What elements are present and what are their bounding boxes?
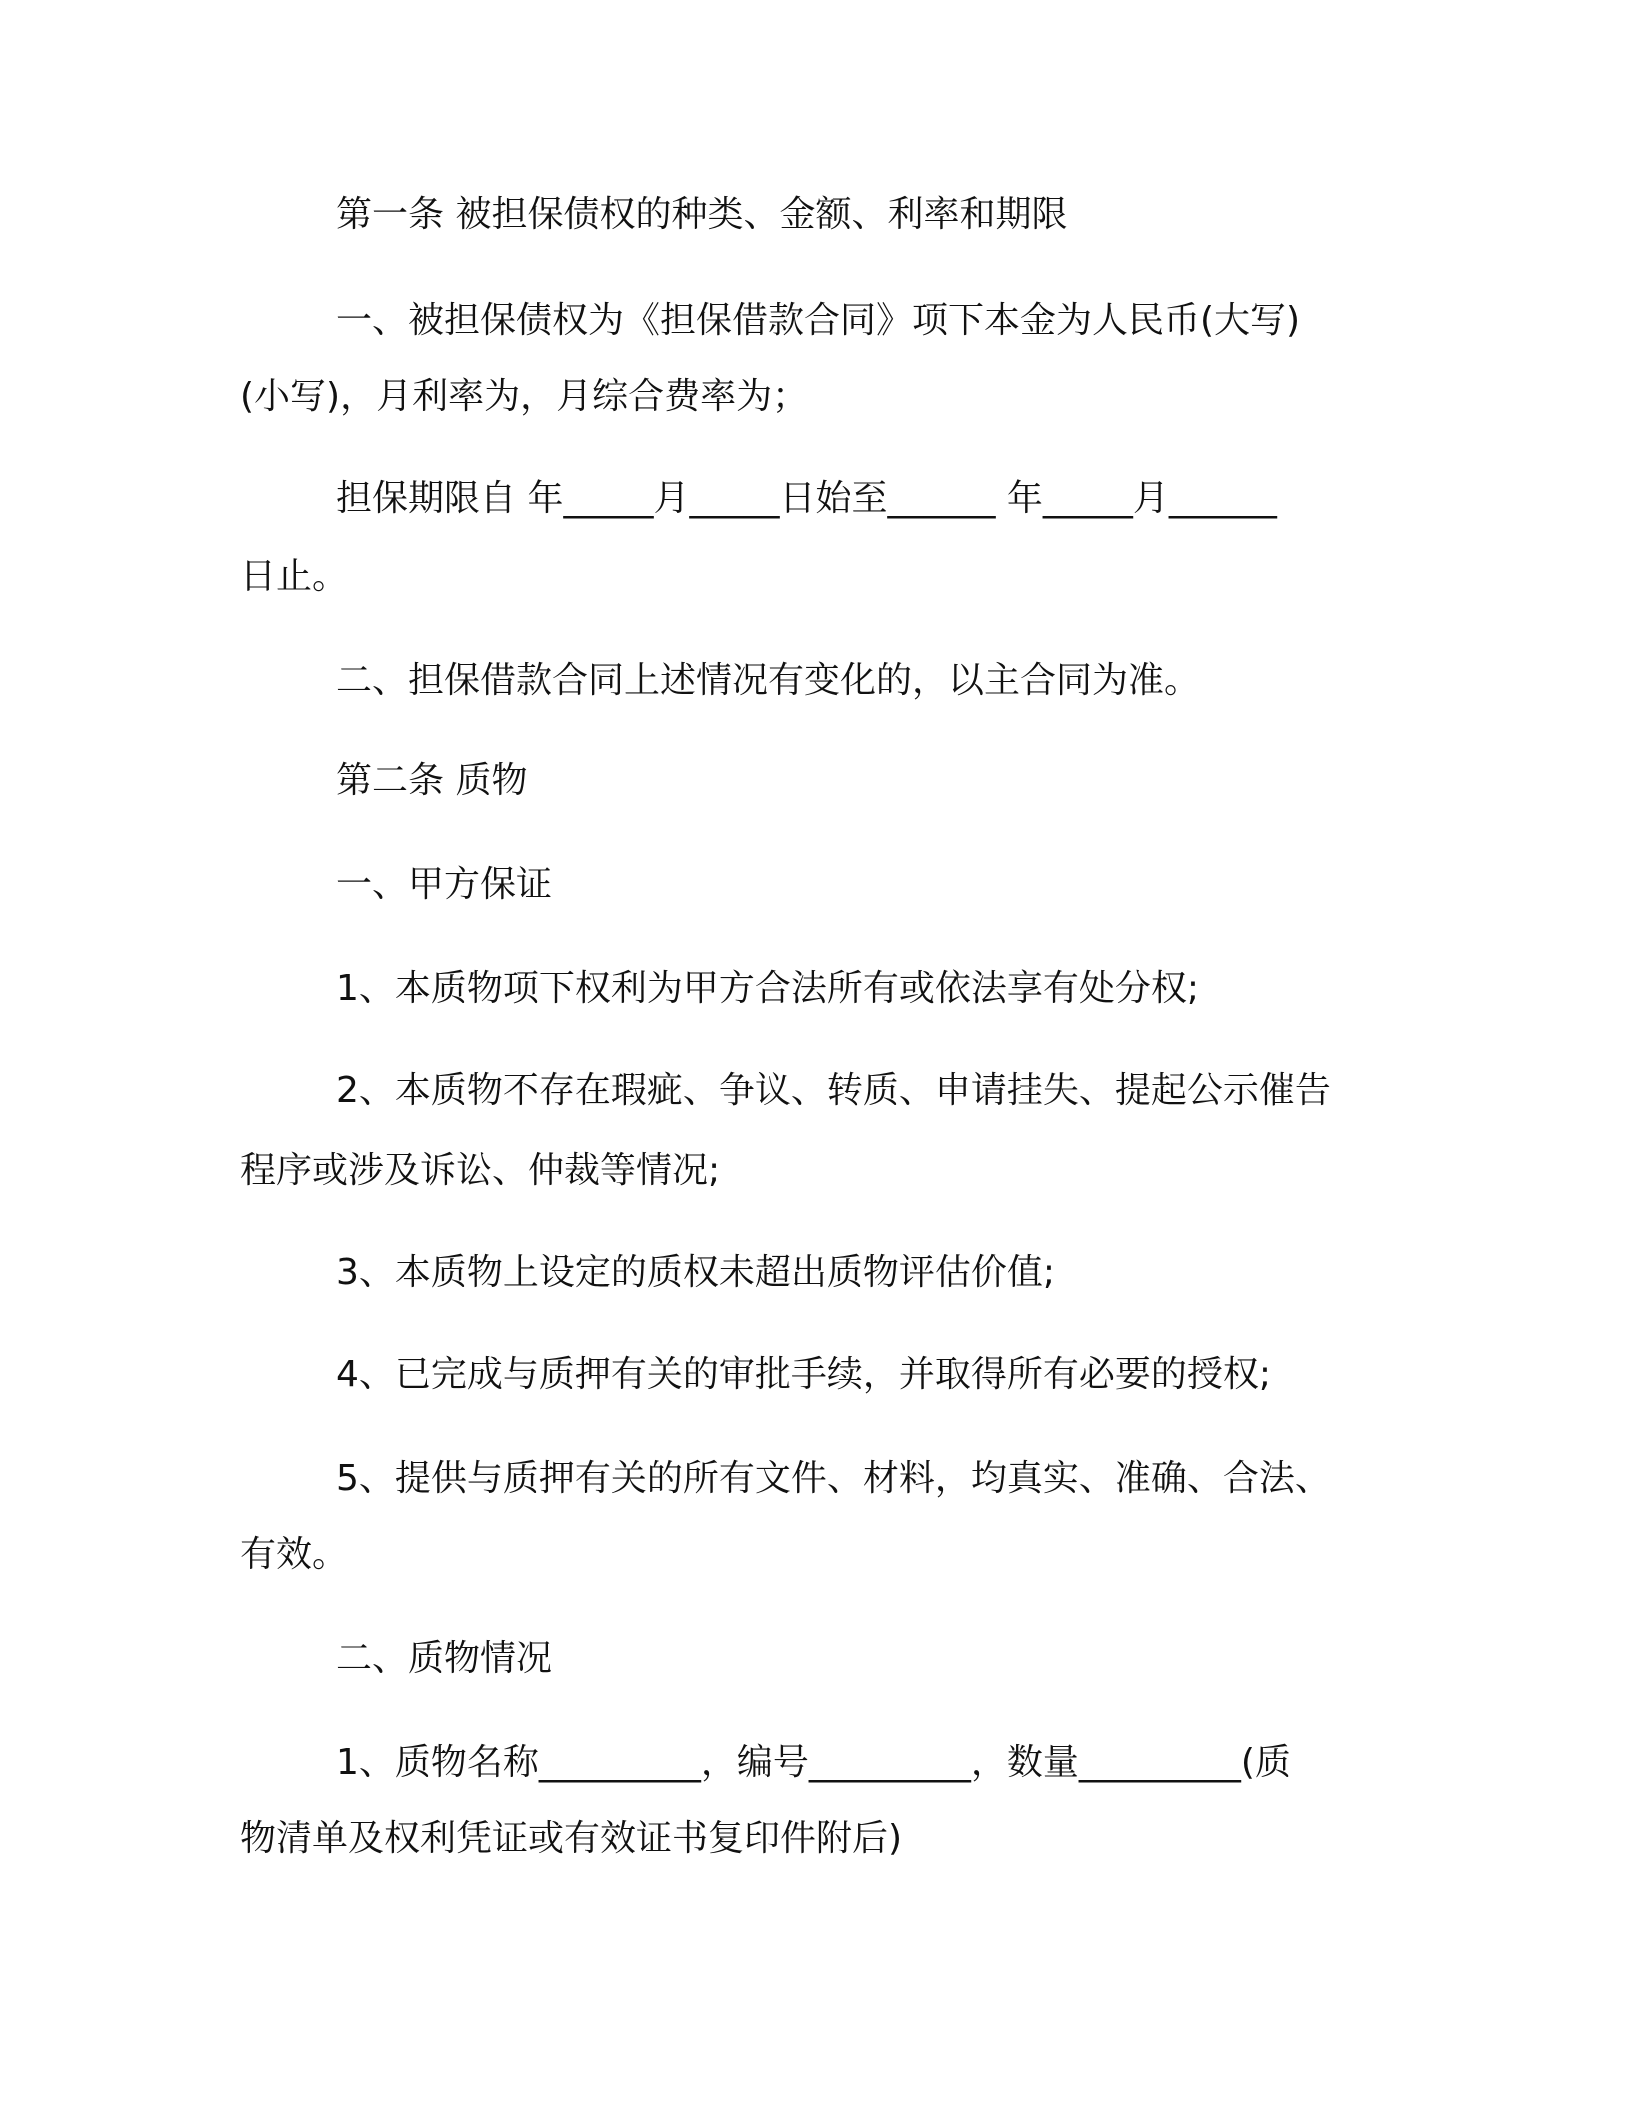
article-1-title: 第一条 被担保债权的种类、金额、利率和期限	[336, 194, 1068, 235]
article-1-paragraph-2: 二、担保借款合同上述情况有变化的，以主合同为准。	[336, 660, 1201, 701]
article-2-section-1-item-5-line-1: 5、提供与质押有关的所有文件、材料，均真实、准确、合法、	[336, 1458, 1331, 1499]
article-2-title: 第二条 质物	[336, 760, 528, 801]
article-2-section-1-item-1: 1、本质物项下权利为甲方合法所有或依法享有处分权;	[336, 968, 1200, 1009]
article-2-section-1-item-2-line-2: 程序或涉及诉讼、仲裁等情况;	[240, 1150, 721, 1191]
article-2-section-1-item-3: 3、本质物上设定的质权未超出质物评估价值;	[336, 1252, 1056, 1293]
article-1-paragraph-1-line-2: (小写)，月利率为，月综合费率为；	[240, 376, 809, 417]
article-1-term-line-2: 日止。	[240, 556, 349, 597]
article-2-section-2-heading: 二、质物情况	[336, 1638, 553, 1679]
article-1-term-line-1: 担保期限自 年_____月_____日始至______ 年_____月______	[336, 478, 1277, 519]
article-2-section-2-item-1-line-1: 1、质物名称_________，编号_________，数量_________(质	[336, 1742, 1291, 1783]
article-2-section-1-item-2-line-1: 2、本质物不存在瑕疵、争议、转质、申请挂失、提起公示催告	[336, 1070, 1331, 1111]
article-2-section-1-item-5-line-2: 有效。	[240, 1534, 349, 1575]
article-2-section-1-item-4: 4、已完成与质押有关的审批手续，并取得所有必要的授权;	[336, 1354, 1272, 1395]
article-2-section-2-item-1-line-2: 物清单及权利凭证或有效证书复印件附后)	[240, 1818, 903, 1859]
article-2-section-1-heading: 一、甲方保证	[336, 864, 553, 905]
article-1-paragraph-1-line-1: 一、被担保债权为《担保借款合同》项下本金为人民币(大写)	[336, 300, 1301, 341]
